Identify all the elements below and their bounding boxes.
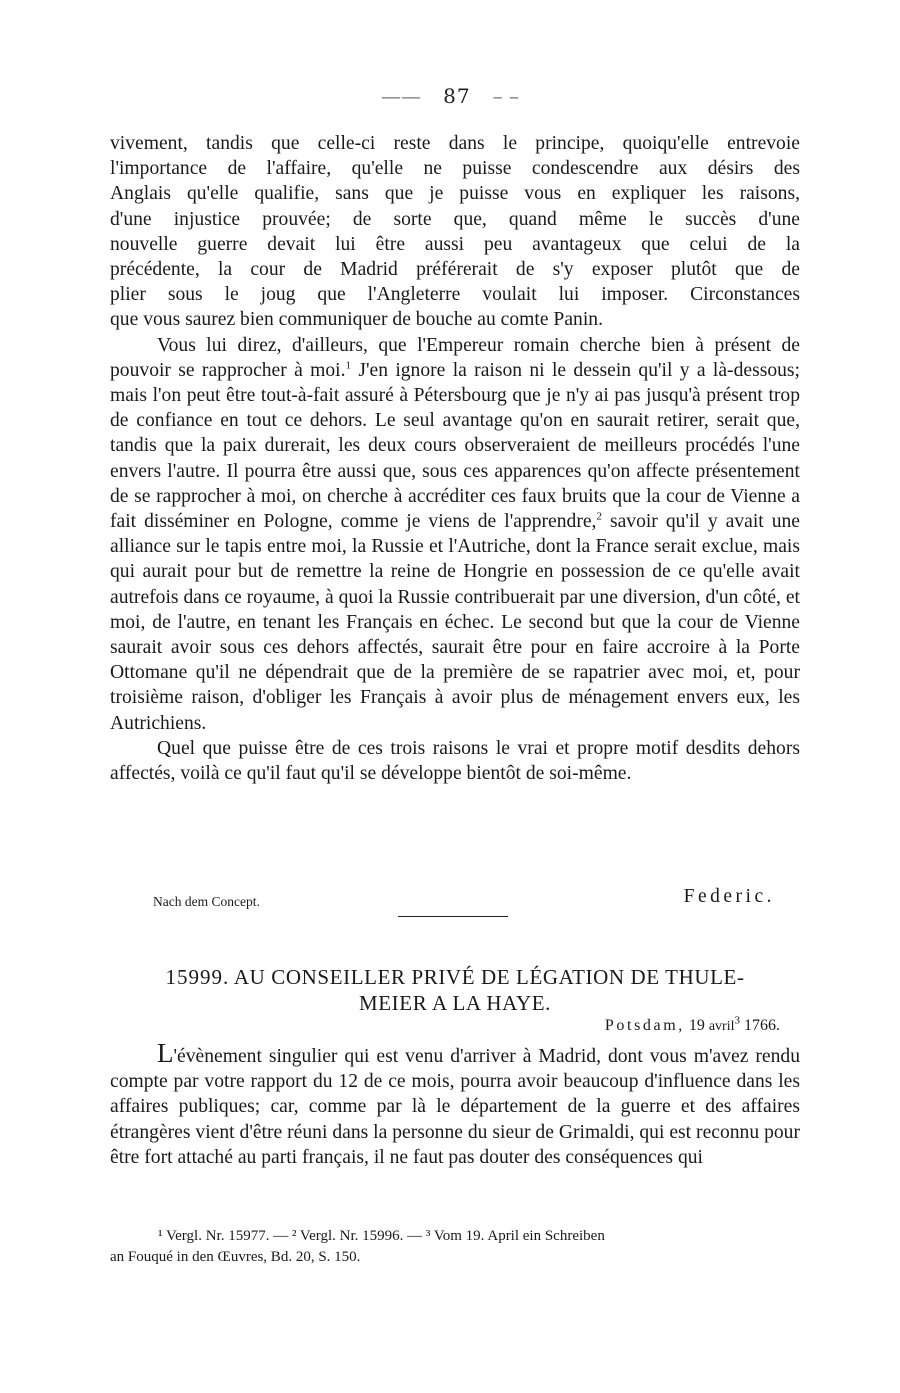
footnote-line-1: ¹ Vergl. Nr. 15977. — ² Vergl. Nr. 15996. — ³ Vom 19. April ein Schreiben [158,1228,605,1244]
header-dash-left: —— [381,84,422,108]
paragraph-1-line: vivement, tandis que celle-ci reste dans le principe, quoiqu'elle entrevoie [110,133,800,154]
dateline-year: 1766. [744,1017,780,1034]
paragraph-2-text: Vous lui direz, d'ailleurs, que l'Empereur romain cherche bien à présent de pouvoir se rapprocher à moi. [110,334,800,381]
paragraph-1-last-line: que vous saurez bien communiquer de bouche au comte Panin. [110,309,603,331]
paragraph-2 [110,333,800,736]
paragraph-2-text: savoir qu'il y avait une alliance sur le tapis entre moi, la Russie et l'Autriche, dont la France serait exclue, mais qui aurait pour but de remettre la reine de Hongrie en possession de ce qu'elle avait autrefois dans ce royaume, à quoi la Russie contribuerait par une diversion, d'un côté, et moi, de l'autre, en tenant les Français en échec. Le second but que la cour de Vienne saurait avoir sous ces dehors affectés, saurait être pour en faire accroire à la Porte Ottomane qu'il ne dépendrait que de la première de se rapatrier avec moi, et, pour troisième raison, d'obliger les Français à avoir plus de ménagement envers eux, les Autrichiens. [110,511,800,734]
paragraph-1-line: Anglais qu'elle qualifie, sans que je puisse vous en expliquer les raisons, [110,183,800,205]
document-title-line-1: AU CONSEILLER PRIVÉ DE LÉGATION DE THULE- [233,965,745,989]
page-header [0,84,900,108]
dateline-day: 19 [688,1017,705,1034]
section-divider [398,916,508,917]
paragraph-1-line: plier sous le joug que l'Angleterre voulait lui imposer. Circonstances [110,284,800,306]
footnote-ref-1: 1 [345,359,352,372]
paragraph-1 [110,131,800,307]
document-title-line-2: MEIER A LA HAYE. [358,991,551,1015]
header-dash-right: – – [492,84,519,108]
body-text [110,131,800,786]
paragraph-1-line: l'importance de l'affaire, qu'elle ne puisse condescendre aux désirs des [110,158,800,180]
document-number: 15999. [165,965,230,989]
document-heading [110,964,800,1016]
dateline-month: avril [708,1019,735,1034]
source-note: Nach dem Concept. [153,894,260,909]
footnote-ref-2: 2 [596,510,602,523]
signature: Federic. [683,886,775,907]
drop-cap: L [157,1038,174,1068]
letter-body: 'évènement singulier qui est venu d'arriver à Madrid, dont vous m'avez rendu compte par votre rapport du 12 de ce mois, pourra avoir beaucoup d'influence dans les affaires publiques; car, comme par là le département de la guerre et des affaires étrangères vient d'être réuni dans la personne du sieur de Grimaldi, qui est reconnu pour être fort attaché au parti français, il ne faut pas douter des conséquences qui [110,1046,800,1168]
paragraph-2-text: J'en ignore la raison ni le dessein qu'il y a là-dessous; mais l'on peut être tout-à-fait assuré à Pétersbourg que je n'y ai pas jusqu'à présent trop de confiance en tout ce dehors. Le seul avantage qu'on en saurait retirer, serait que, tandis que la paix durerait, les deux cours observeraient de meilleurs procédés l'une envers l'autre. Il pourra être aussi que, sous ces apparences qu'on affecte présentement de se rapprocher à moi, on cherche à accréditer ces faux bruits que la cour de Vienne a fait disséminer en Pologne, comme je viens de l'apprendre, [110,359,800,533]
dateline [604,1014,780,1035]
footnote-line-2: an Fouqué in den Œuvres, Bd. 20, S. 150. [110,1249,361,1265]
dateline-place: Potsdam, [604,1017,685,1034]
footnote-ref-3: 3 [734,1014,740,1027]
footnotes [110,1226,800,1268]
letter-text [110,1038,800,1170]
letter-paragraph [110,1038,800,1170]
paragraph-1-line: d'une injustice prouvée; de sorte que, quand même le succès d'une [110,208,800,230]
paragraph-1-line: précédente, la cour de Madrid préférerait de s'y exposer plutôt que de [110,259,800,281]
paragraph-1-line: nouvelle guerre devait lui être aussi peu avantageux que celui de la [110,233,800,255]
page-number: 87 [443,84,471,108]
paragraph-3: Quel que puisse être de ces trois raisons le vrai et propre motif desdits dehors affectés, voilà ce qu'il faut qu'il se développe bientôt de soi-même. [110,737,800,785]
